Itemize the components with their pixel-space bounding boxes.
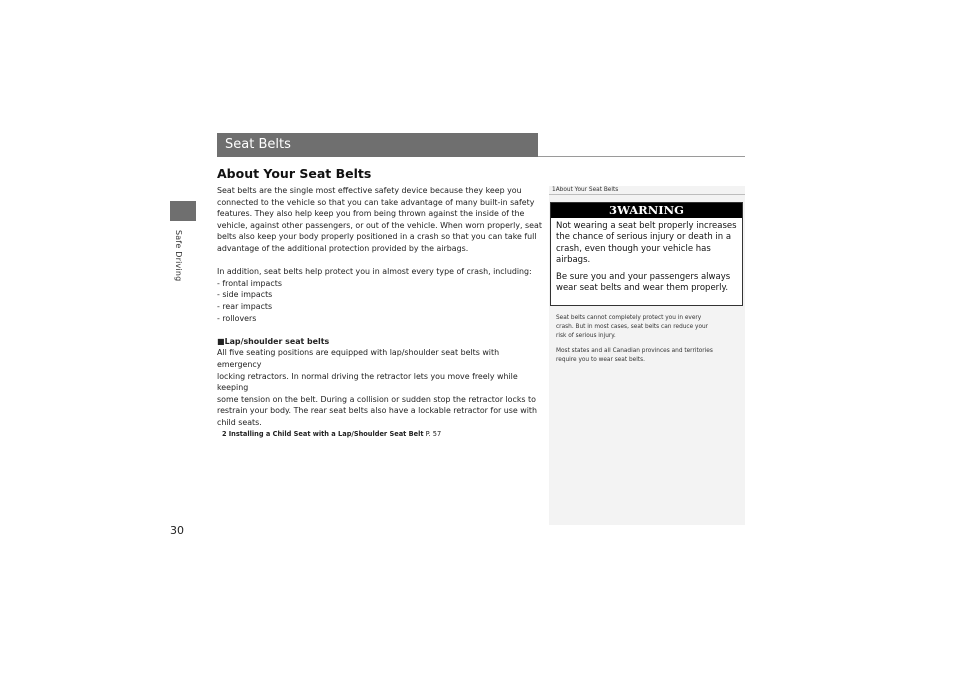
subheading-marker: ■ — [217, 336, 225, 346]
warning-box — [550, 202, 743, 306]
crash-types-lead: In addition, seat belts help protect you in almost every type of crash, including: — [217, 267, 532, 277]
intro-line: advantage of the additional protection provided by the airbags. — [217, 243, 469, 253]
warning-line: Be sure you and your passengers always — [556, 271, 731, 282]
cross-reference-title: Installing a Child Seat with a Lap/Shoulder Seat Belt — [228, 430, 424, 439]
sidebar-note — [556, 347, 741, 365]
crash-type-item: - rollovers — [217, 313, 257, 323]
lap-line: some tension on the belt. During a collision or sudden stop the retractor locks to — [217, 394, 536, 404]
section-title-bar: Seat Belts — [217, 133, 538, 157]
intro-line: connected to the vehicle so that you can take advantage of many built-in safety — [217, 197, 535, 207]
lap-line: child seats. — [217, 417, 262, 427]
warning-triangle-icon: 3 — [609, 203, 618, 217]
note-line: risk of serious injury. — [556, 332, 616, 339]
crash-types-list — [217, 278, 542, 324]
warning-line: crash, even though your vehicle has — [556, 243, 711, 254]
lap-line: locking retractors. In normal driving the retractor lets you move freely while keeping — [217, 371, 518, 393]
warning-title: WARNING — [617, 203, 684, 217]
lap-shoulder-subheading — [217, 336, 542, 348]
chapter-side-label: Safe Driving — [174, 230, 183, 282]
page-number: 30 — [170, 524, 184, 537]
sidebar-note-icon: 1 — [552, 187, 556, 193]
sidebar-note — [556, 314, 741, 340]
warning-body — [551, 218, 742, 297]
intro-line: features. They also help keep you from being thrown against the inside of the — [217, 209, 525, 219]
cross-reference-link[interactable] — [217, 429, 542, 441]
crash-type-item: - rear impacts — [217, 301, 273, 311]
reference-arrow-icon: 2 — [222, 430, 227, 439]
intro-line: vehicle, against other passengers, or out of the vehicle. When worn properly, seat — [217, 220, 542, 230]
sidebar-heading-text: About Your Seat Belts — [555, 187, 619, 193]
subheading-text: Lap/shoulder seat belts — [224, 336, 330, 346]
sidebar-notes — [556, 314, 741, 372]
warning-line: airbags. — [556, 255, 591, 266]
lap-line: restrain your body. The rear seat belts also have a lockable retractor for use with — [217, 406, 537, 416]
notes-sidebar — [549, 186, 745, 525]
note-line: crash. But in most cases, seat belts can reduce your — [556, 323, 709, 330]
section-side-tab — [170, 201, 196, 221]
cross-reference-page: P. 57 — [425, 430, 442, 439]
warning-line: Not wearing a seat belt properly increases — [556, 221, 737, 231]
sidebar-heading — [549, 186, 745, 195]
lap-line: All five seating positions are equipped with lap/shoulder seat belts with emergency — [217, 348, 500, 369]
note-line: Seat belts cannot completely protect you in every — [556, 315, 702, 321]
crash-type-item: - frontal impacts — [217, 278, 282, 288]
intro-line: Seat belts are the single most effective safety device because they keep you — [217, 186, 522, 195]
note-line: Most states and all Canadian provinces and territories — [556, 348, 713, 355]
warning-header — [551, 203, 742, 218]
note-line: require you to wear seat belts. — [556, 357, 645, 364]
intro-line: belts also keep your body properly positioned in a crash so that you can take full — [217, 232, 537, 242]
main-body — [217, 185, 542, 441]
warning-line: wear seat belts and wear them properly. — [556, 283, 729, 294]
page-heading: About Your Seat Belts — [217, 166, 372, 181]
warning-line: the chance of serious injury or death in a — [556, 232, 732, 243]
crash-type-item: - side impacts — [217, 290, 273, 300]
section-divider — [538, 156, 745, 157]
